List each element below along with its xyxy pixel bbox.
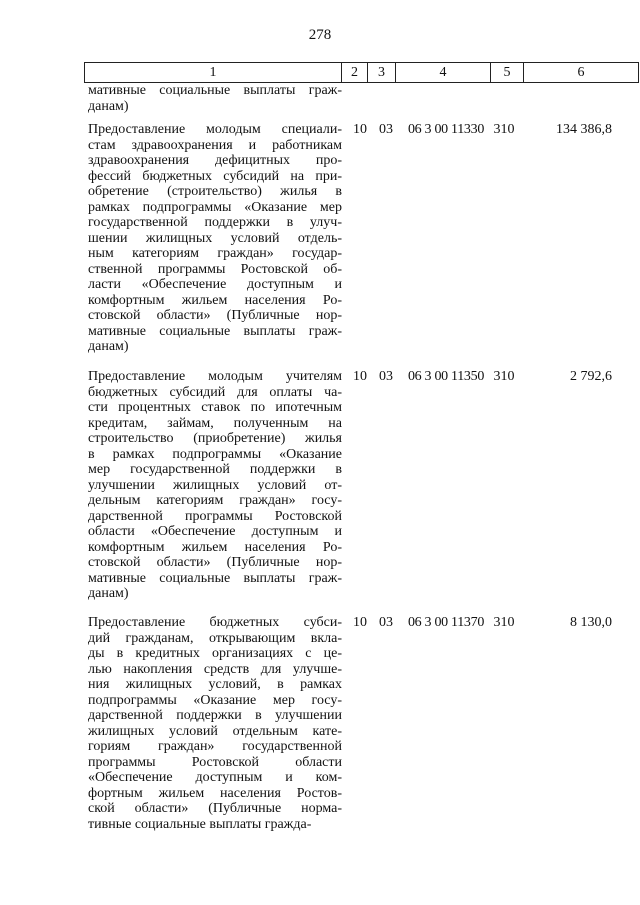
page-number: 278 — [308, 27, 332, 43]
target-article-code: 06 3 00 11330 — [407, 122, 485, 137]
target-article-code: 06 3 00 11350 — [407, 369, 485, 384]
expense-type-code: 310 — [493, 615, 515, 630]
column-header-4: 4 — [396, 63, 491, 83]
continuation-text: мативные социальные выплаты граж- данам) — [88, 83, 342, 114]
column-header-5: 5 — [491, 63, 524, 83]
expense-description: Предоставление молодым специали- стам здравоохранения и работникам здравоохранения дефицитных про- фессий бюджетных субсидий на при- обретение (строительство) жилья в рамках подпрограммы «Оказание мер государственной поддержки в улуч- шении жилищных условий отдель- ным категориям граждан» государ- ственной программы Ростовской об- ласти «Обеспечение доступным и комфортным жильем населения Ро- стовской области» (Публичные нор- мативные социальные выплаты граж- данам) — [88, 122, 342, 354]
subsection-code: 03 — [379, 615, 393, 630]
column-header-1: 1 — [85, 63, 342, 83]
section-code: 10 — [353, 122, 367, 137]
column-header-3: 3 — [368, 63, 396, 83]
column-header-row — [85, 63, 639, 83]
amount: 134 386,8 — [556, 122, 612, 137]
column-header-6: 6 — [524, 63, 639, 83]
section-code: 10 — [353, 369, 367, 384]
amount: 2 792,6 — [570, 369, 612, 384]
target-article-code: 06 3 00 11370 — [407, 615, 485, 630]
subsection-code: 03 — [379, 369, 393, 384]
expense-description: Предоставление бюджетных субси- дий гражданам, открывающим вкла- ды в кредитных организациях с це- лью накопления средств для улучше- ния жилищных условий, в рамках подпрограммы «Оказание мер госу- дарственной поддержки в улучшении жилищных условий отдельным кате- гориям граждан» государственной программы Ростовской области «Обеспечение доступным и ком- фортным жильем населения Ростов- ской области» (Публичные норма- тивные социальные выплаты гражда- — [88, 615, 342, 832]
expense-type-code: 310 — [493, 122, 515, 137]
section-code: 10 — [353, 615, 367, 630]
column-header-table — [84, 62, 639, 83]
amount: 8 130,0 — [570, 615, 612, 630]
expense-description: Предоставление молодым учителям бюджетных субсидий для оплаты ча- сти процентных ставок по ипотечным кредитам, займам, полученным на строительство (приобретение) жилья в рамках подпрограммы «Оказание мер государственной поддержки в улучшении жилищных условий от- дельным категориям граждан» госу- дарственной программы Ростовской области «Обеспечение доступным и комфортным жильем населения Ро- стовской области» (Публичные нор- мативные социальные выплаты граж- данам) — [88, 369, 342, 601]
subsection-code: 03 — [379, 122, 393, 137]
expense-type-code: 310 — [493, 369, 515, 384]
column-header-2: 2 — [342, 63, 368, 83]
